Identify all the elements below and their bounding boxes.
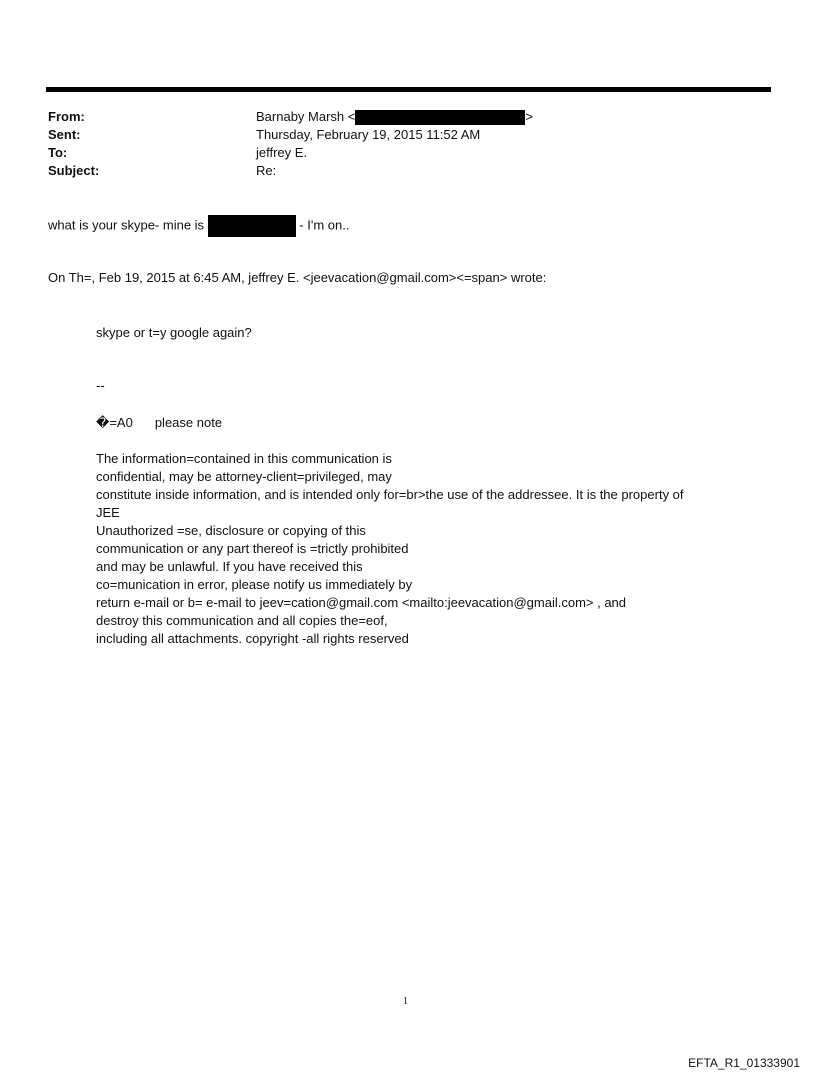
document-id: EFTA_R1_01333901 [688,1056,800,1070]
header-rule [46,87,771,92]
to-value: jeffrey E. [256,145,308,160]
subject-value: Re: [256,163,277,178]
disclaimer-line: The information=contained in this communication is [96,451,392,466]
note-code: �=A0 [96,415,133,430]
redaction-block [355,110,525,125]
disclaimer-line: constitute inside information, and is intended only for=br>the use of the addressee. It is the property of [96,487,684,502]
signature-separator: -- [96,378,105,393]
disclaimer-line: and may be unlawful. If you have received this [96,559,363,574]
reply-line [48,215,349,237]
sent-label: Sent: [48,127,81,142]
disclaimer-line: communication or any part thereof is =trictly prohibited [96,541,409,556]
disclaimer-line: destroy this communication and all copies the=eof, [96,613,388,628]
page-number: 1 [403,996,408,1007]
from-value [256,108,533,126]
from-label: From: [48,109,85,124]
disclaimer-line: Unauthorized =se, disclosure or copying of this [96,523,366,538]
disclaimer-paragraph [96,450,736,648]
from-close: > [525,109,533,124]
note-line [96,414,222,432]
subject-label: Subject: [48,163,100,178]
reply-suffix: - I'm on.. [295,217,350,233]
disclaimer-line: including all attachments. copyright -all rights reserved [96,631,409,646]
from-name: Barnaby Marsh < [256,109,356,124]
disclaimer-line: return e-mail or b= e-mail to jeev=cation@gmail.com <mailto:jeevacation@gmail.com> , and [96,595,627,610]
to-label: To: [48,145,68,160]
disclaimer-line: confidential, may be attorney-client=privileged, may [96,469,392,484]
reply-prefix: what is your skype- mine is [48,217,208,233]
redaction-block [208,215,296,237]
sent-value: Thursday, February 19, 2015 11:52 AM [256,127,481,142]
note-text: please note [154,415,223,430]
quoted-message: skype or t=y google again? [96,325,252,340]
disclaimer-line: JEE [96,505,120,520]
disclaimer-line: co=munication in error, please notify us immediately by [96,577,413,592]
quote-intro: On Th=, Feb 19, 2015 at 6:45 AM, jeffrey E. <jeevacation@gmail.com><=span> wrote: [48,270,547,285]
